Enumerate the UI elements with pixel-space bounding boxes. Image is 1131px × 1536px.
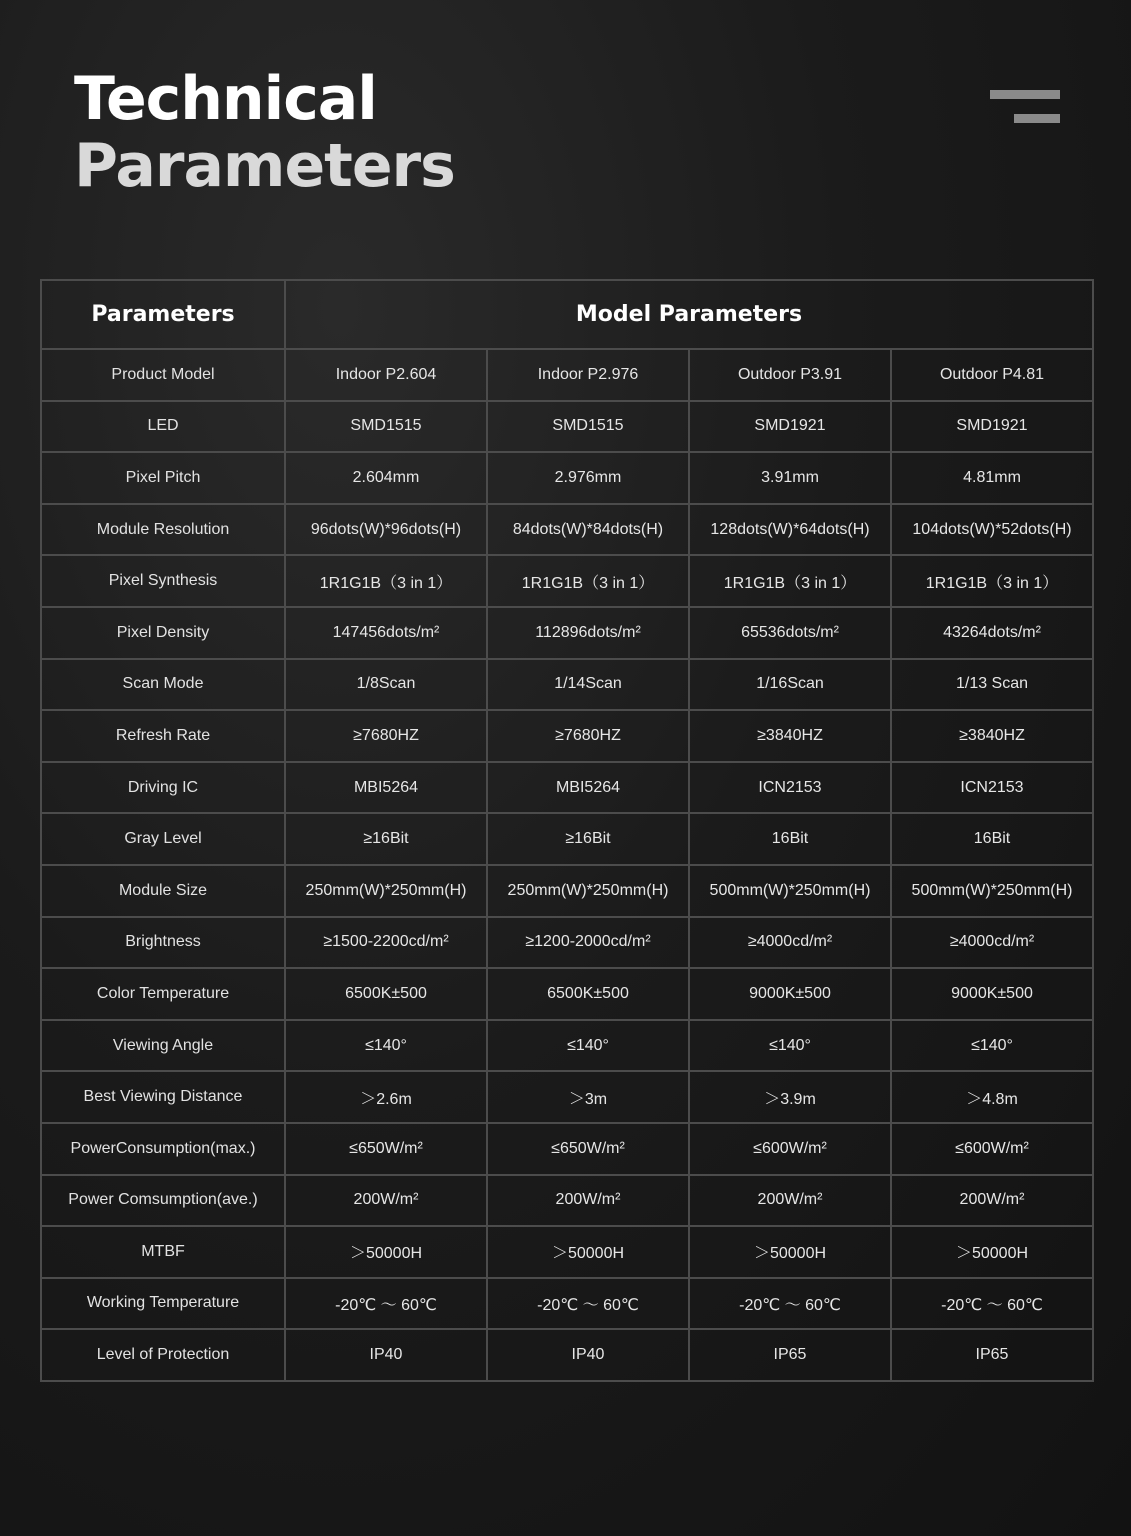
row-label: Driving IC [41,762,285,814]
table-cell: ＞3.9m [689,1071,891,1123]
table-cell: 500mm(W)*250mm(H) [891,865,1093,917]
table-cell: ≥3840HZ [891,710,1093,762]
table-cell: ≥4000cd/m² [689,917,891,969]
table-cell: ＞50000H [487,1226,689,1278]
table-cell: 16Bit [689,813,891,865]
row-label: MTBF [41,1226,285,1278]
table-cell: 6500K±500 [487,968,689,1020]
spec-table [40,279,1094,1382]
table-cell: 9000K±500 [891,968,1093,1020]
header-model-parameters: Model Parameters [285,280,1093,349]
table-cell: ＞50000H [689,1226,891,1278]
table-row [41,1071,1093,1123]
menu-icon[interactable] [990,90,1060,126]
table-cell: 1R1G1B（3 in 1） [487,555,689,607]
row-label: Pixel Synthesis [41,555,285,607]
table-cell: 9000K±500 [689,968,891,1020]
table-cell: 112896dots/m² [487,607,689,659]
table-cell: ＞4.8m [891,1071,1093,1123]
row-label: Refresh Rate [41,710,285,762]
table-cell: -20℃ ～ 60℃ [285,1278,487,1330]
table-row [41,555,1093,607]
table-cell: 104dots(W)*52dots(H) [891,504,1093,556]
table-cell: 1R1G1B（3 in 1） [689,555,891,607]
row-label: Module Size [41,865,285,917]
table-cell: ＞2.6m [285,1071,487,1123]
table-row [41,710,1093,762]
row-label: Module Resolution [41,504,285,556]
table-row [41,401,1093,453]
table-row [41,1278,1093,1330]
table-cell: 43264dots/m² [891,607,1093,659]
table-cell: ≥7680HZ [285,710,487,762]
table-cell: 1/8Scan [285,659,487,711]
table-cell: IP65 [689,1329,891,1381]
table-cell: 200W/m² [891,1175,1093,1227]
table-cell: ≥16Bit [285,813,487,865]
table-cell: -20℃ ～ 60℃ [891,1278,1093,1330]
row-label: Pixel Pitch [41,452,285,504]
table-cell: IP40 [285,1329,487,1381]
table-cell: ≤140° [689,1020,891,1072]
table-cell: 1R1G1B（3 in 1） [891,555,1093,607]
table-row [41,1329,1093,1381]
table-cell: 250mm(W)*250mm(H) [285,865,487,917]
table-cell: 4.81mm [891,452,1093,504]
row-label: Working Temperature [41,1278,285,1330]
table-cell: 200W/m² [487,1175,689,1227]
row-label: PowerConsumption(max.) [41,1123,285,1175]
table-cell: MBI5264 [487,762,689,814]
table-cell: ≥16Bit [487,813,689,865]
table-cell: SMD1515 [285,401,487,453]
table-row [41,504,1093,556]
table-cell: 2.976mm [487,452,689,504]
table-cell: SMD1515 [487,401,689,453]
table-cell: ≤650W/m² [285,1123,487,1175]
row-label: Viewing Angle [41,1020,285,1072]
table-row [41,917,1093,969]
table-cell: 250mm(W)*250mm(H) [487,865,689,917]
table-cell: ICN2153 [891,762,1093,814]
table-cell: ≥3840HZ [689,710,891,762]
spec-table-body [41,349,1093,1381]
table-cell: ≤600W/m² [689,1123,891,1175]
page-title [74,66,455,200]
table-cell: SMD1921 [689,401,891,453]
row-label: Pixel Density [41,607,285,659]
table-cell: ≥1200-2000cd/m² [487,917,689,969]
row-label: Color Temperature [41,968,285,1020]
table-cell: Outdoor P3.91 [689,349,891,401]
table-row [41,1123,1093,1175]
table-cell: Outdoor P4.81 [891,349,1093,401]
table-row [41,1175,1093,1227]
table-cell: 65536dots/m² [689,607,891,659]
table-cell: ＞50000H [285,1226,487,1278]
table-cell: Indoor P2.976 [487,349,689,401]
table-row [41,968,1093,1020]
table-row [41,762,1093,814]
row-label: Product Model [41,349,285,401]
table-cell: 96dots(W)*96dots(H) [285,504,487,556]
table-cell: 128dots(W)*64dots(H) [689,504,891,556]
table-cell: IP40 [487,1329,689,1381]
table-row [41,349,1093,401]
table-cell: 6500K±500 [285,968,487,1020]
table-cell: SMD1921 [891,401,1093,453]
table-cell: ＞50000H [891,1226,1093,1278]
table-cell: 1/13 Scan [891,659,1093,711]
spec-table-header-row [41,280,1093,349]
table-cell: -20℃ ～ 60℃ [487,1278,689,1330]
row-label: Scan Mode [41,659,285,711]
page-title-line-1: Technical [74,64,377,134]
table-row [41,1226,1093,1278]
table-cell: ≥7680HZ [487,710,689,762]
table-cell: 200W/m² [689,1175,891,1227]
table-cell: 16Bit [891,813,1093,865]
table-row [41,607,1093,659]
table-cell: 84dots(W)*84dots(H) [487,504,689,556]
table-cell: 500mm(W)*250mm(H) [689,865,891,917]
table-row [41,813,1093,865]
table-cell: ≥4000cd/m² [891,917,1093,969]
table-cell: ≤600W/m² [891,1123,1093,1175]
table-cell: ≤650W/m² [487,1123,689,1175]
page-title-line-2: Parameters [74,131,455,201]
row-label: Brightness [41,917,285,969]
table-cell: 147456dots/m² [285,607,487,659]
table-cell: ＞3m [487,1071,689,1123]
row-label: Level of Protection [41,1329,285,1381]
table-cell: IP65 [891,1329,1093,1381]
table-cell: -20℃ ～ 60℃ [689,1278,891,1330]
table-cell: 1/16Scan [689,659,891,711]
table-cell: 2.604mm [285,452,487,504]
row-label: Gray Level [41,813,285,865]
table-cell: ≤140° [891,1020,1093,1072]
table-row [41,452,1093,504]
row-label: LED [41,401,285,453]
table-cell: 1R1G1B（3 in 1） [285,555,487,607]
table-cell: ≥1500-2200cd/m² [285,917,487,969]
table-row [41,865,1093,917]
header-parameters: Parameters [41,280,285,349]
table-cell: 1/14Scan [487,659,689,711]
menu-icon-bar-top [990,90,1060,99]
table-cell: ≤140° [487,1020,689,1072]
menu-icon-bar-bottom [1014,114,1060,123]
table-cell: 200W/m² [285,1175,487,1227]
table-cell: ≤140° [285,1020,487,1072]
table-row [41,659,1093,711]
table-cell: Indoor P2.604 [285,349,487,401]
table-cell: MBI5264 [285,762,487,814]
table-row [41,1020,1093,1072]
table-cell: 3.91mm [689,452,891,504]
row-label: Power Comsumption(ave.) [41,1175,285,1227]
row-label: Best Viewing Distance [41,1071,285,1123]
table-cell: ICN2153 [689,762,891,814]
